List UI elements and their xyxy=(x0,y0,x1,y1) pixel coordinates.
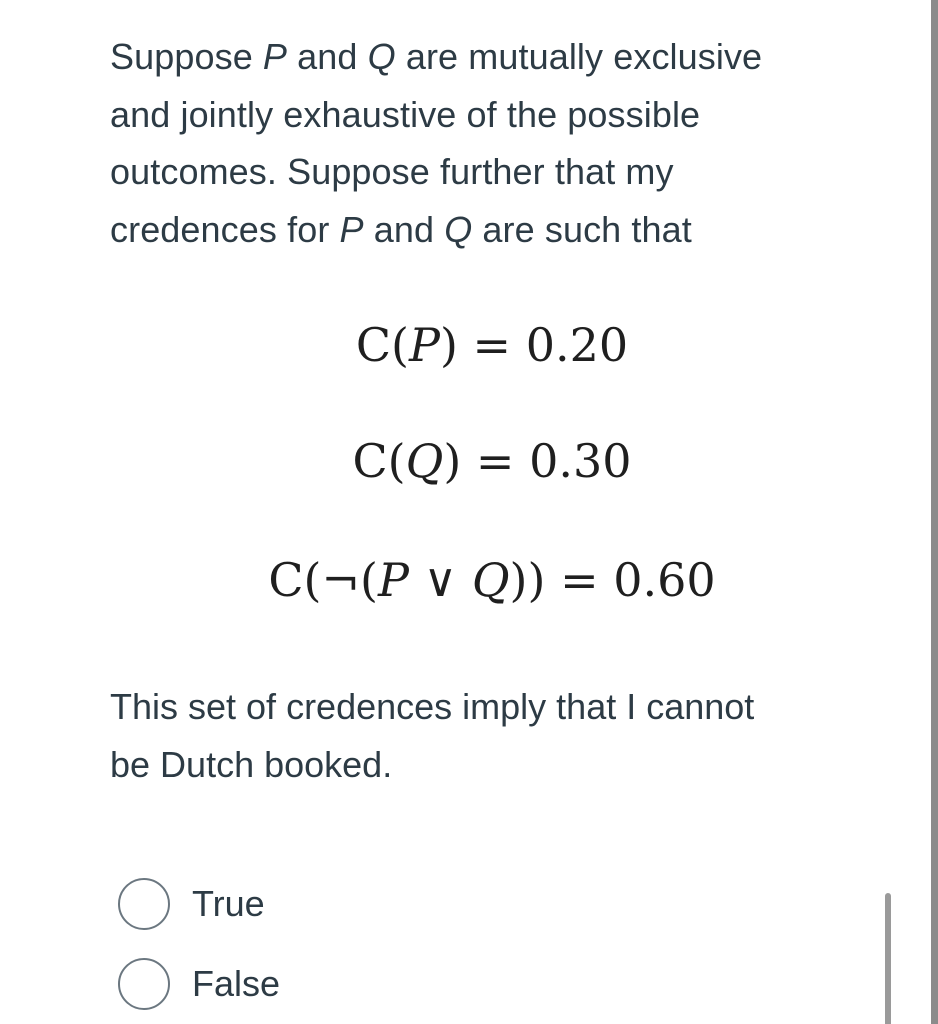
variable-p: P xyxy=(339,208,364,250)
eq-value: = 0.30 xyxy=(461,434,632,488)
eq-text: C(¬( xyxy=(268,553,378,607)
text-fragment: and xyxy=(363,208,445,250)
eq-text: )) xyxy=(509,553,546,607)
option-false[interactable] xyxy=(118,958,280,1010)
eq-value: = 0.60 xyxy=(545,553,716,607)
equation-credence-q xyxy=(0,434,938,488)
option-true[interactable] xyxy=(118,878,265,930)
option-label-true: True xyxy=(192,883,265,924)
eq-text: C( xyxy=(352,434,406,488)
statement-text xyxy=(110,678,870,793)
eq-variable: P xyxy=(377,553,409,607)
right-border xyxy=(931,0,938,1024)
text-fragment: are mutually exclusive xyxy=(395,36,763,77)
equation-credence-p xyxy=(0,318,938,372)
eq-text: ) xyxy=(443,434,462,488)
variable-p: P xyxy=(262,36,288,77)
equation-credence-not-p-or-q xyxy=(0,553,938,607)
text-fragment: Suppose xyxy=(110,36,263,77)
text-fragment: and xyxy=(287,36,368,77)
question-line: and jointly exhaustive of the possible xyxy=(110,93,701,135)
radio-button-true[interactable] xyxy=(118,878,170,930)
radio-button-false[interactable] xyxy=(118,958,170,1010)
statement-line: This set of credences imply that I cannot xyxy=(110,686,755,727)
question-line: outcomes. Suppose further that my xyxy=(110,151,674,192)
option-label-false: False xyxy=(192,963,281,1004)
eq-value: = 0.20 xyxy=(457,318,629,372)
eq-variable: Q xyxy=(405,434,444,488)
eq-variable: P xyxy=(409,318,440,372)
question-line xyxy=(110,28,850,86)
variable-q: Q xyxy=(367,36,396,77)
eq-text: C( xyxy=(355,318,410,372)
text-fragment: are such that xyxy=(472,208,692,250)
scrollbar-thumb[interactable] xyxy=(885,893,891,1024)
text-fragment: credences for xyxy=(110,208,340,250)
statement-line: be Dutch booked. xyxy=(110,743,393,785)
eq-text: ) xyxy=(439,318,458,372)
question-line xyxy=(110,201,850,259)
variable-q: Q xyxy=(444,208,473,250)
eq-operator: ∨ xyxy=(408,553,472,607)
eq-variable: Q xyxy=(471,553,510,607)
question-text xyxy=(110,28,850,258)
